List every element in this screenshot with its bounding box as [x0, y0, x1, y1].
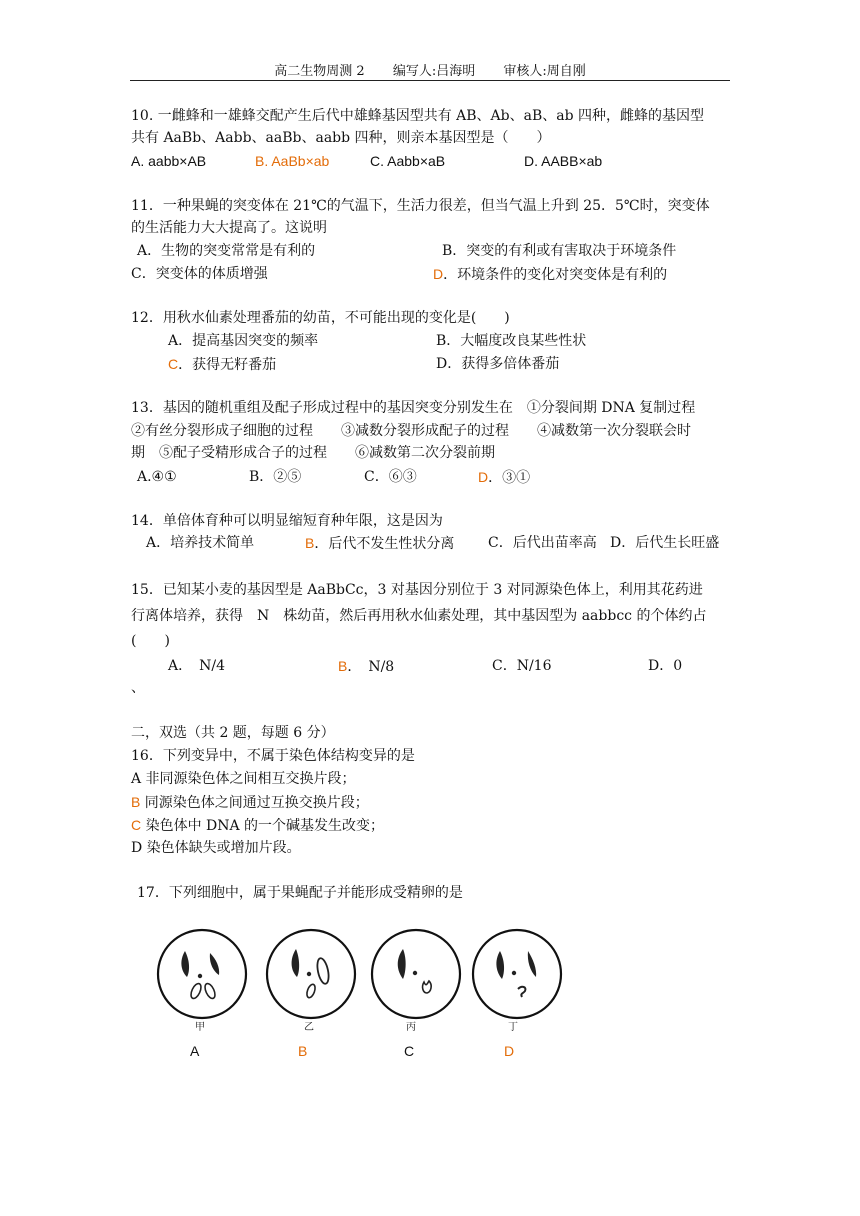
q16-option-c — [131, 815, 384, 836]
q10-option-a: A. aabb×AB — [131, 153, 207, 169]
chromosome-long-1 — [398, 949, 406, 979]
q11-option-c: C．突变体的体质增强 — [131, 266, 268, 282]
q15-line1: 15．已知某小麦的基因型是 AaBbCc，3 对基因分别位于 3 对同源染色体上，利用其花药进 — [131, 582, 703, 598]
q15-stray-mark: 、 — [131, 680, 145, 696]
q14-option-b-text: ．后代不发生性状分离 — [314, 536, 455, 552]
cell-caption-yi: 乙 — [304, 1022, 314, 1033]
q15-option-b-letter: B — [338, 658, 348, 674]
q13-option-d — [478, 467, 530, 488]
chromosome-dot — [307, 972, 311, 976]
cell-diagram-yi — [264, 927, 358, 1021]
cell-label-c: C — [404, 1043, 415, 1059]
q11-line2: 的生活能力大大提高了。这说明 — [131, 220, 327, 236]
q11-line1: 11．一种果蝇的突变体在 21℃的气温下，生活力很差，但当气温上升到 25．5℃时，突变体 — [131, 198, 710, 214]
q16-option-b-letter: B — [131, 794, 141, 810]
q12-line1: 12．用秋水仙素处理番茄的幼苗，不可能出现的变化是( ) — [131, 310, 510, 326]
q12-option-c-letter: C — [168, 356, 179, 372]
q14-option-c: C．后代出苗率高 — [488, 535, 597, 551]
q10-line1: 10. 一雌蜂和一雄蜂交配产生后代中雄蜂基因型共有 AB、Ab、aB、ab 四种，雌蜂的基因型 — [131, 108, 705, 124]
cell-diagram-jia — [155, 927, 249, 1021]
q13-line1: 13．基因的随机重组及配子形成过程中的基因突变分别发生在 ①分裂间期 DNA 复制过程 — [131, 400, 696, 416]
q11-option-d — [433, 264, 667, 285]
q10-line2: 共有 AaBb、Aabb、aaBb、aabb 四种，则亲本基因型是（ ） — [131, 130, 551, 146]
q13-option-d-letter: D — [478, 469, 489, 485]
q16-option-d: D 染色体缺失或增加片段。 — [131, 840, 301, 856]
q13-option-d-text: ．③① — [488, 470, 531, 486]
q11-option-d-letter: D — [433, 266, 444, 282]
cell-label-a: A — [190, 1043, 200, 1059]
q16-option-c-letter: C — [131, 817, 142, 833]
chromosome-dot — [512, 971, 516, 975]
q15-option-b-text: ． N/8 — [347, 659, 395, 675]
chromosome-short-2 — [203, 982, 217, 1000]
q11-option-d-text: ．环境条件的变化对突变体是有利的 — [443, 267, 668, 283]
header-title: 高二生物周测 2 — [274, 64, 365, 79]
header-author: 编写人:吕海明 — [392, 64, 476, 79]
cell-diagram-ding — [470, 927, 564, 1021]
q10-option-b: B. AaBb×ab — [255, 153, 330, 169]
chromosome-long-1 — [292, 949, 300, 977]
header-reviewer: 审核人:周自刚 — [503, 64, 586, 79]
q16-option-b — [131, 792, 369, 813]
q16-line1: 16．下列变异中，不属于染色体结构变异的是 — [131, 748, 415, 764]
q14-option-b — [305, 533, 454, 554]
q12-option-d: D．获得多倍体番茄 — [436, 356, 560, 372]
q14-option-d: D．后代生长旺盛 — [610, 535, 720, 551]
cell-caption-ding: 丁 — [508, 1022, 518, 1033]
q14-option-b-letter: B — [305, 535, 315, 551]
cell-caption-jia: 甲 — [195, 1022, 205, 1033]
cell-diagram-bing — [369, 927, 463, 1021]
q14-line1: 14．单倍体育种可以明显缩短育种年限，这是因为 — [131, 513, 443, 529]
q13-option-b: B．②⑤ — [249, 469, 302, 485]
chromosome-dot — [198, 974, 202, 978]
q15-option-a: A． N/4 — [168, 658, 225, 674]
q15-option-b — [338, 656, 394, 677]
section2-title: 二，双选（共 2 题，每题 6 分） — [131, 725, 335, 741]
chromosome-dot — [413, 971, 417, 975]
page-header — [130, 60, 730, 81]
chromosome-short-1 — [189, 982, 203, 1000]
q15-line2: 行离体培养，获得 N 株幼苗，然后再用秋水仙素处理，其中基因型为 aabbcc 的个体约占 — [131, 608, 707, 624]
chromosome-short-1 — [423, 981, 432, 993]
q11-option-b: B．突变的有利或有害取决于环境条件 — [442, 243, 677, 259]
q13-line2: ②有丝分裂形成子细胞的过程 ③减数分裂形成配子的过程 ④减数第一次分裂联会时 — [131, 423, 691, 439]
q16-option-a: A 非同源染色体之间相互交换片段； — [131, 771, 356, 787]
chromosome-short-1 — [305, 983, 316, 999]
chromosome-long-1 — [496, 951, 504, 979]
q15-line3: ( ) — [131, 633, 170, 649]
q15-option-d: D．0 — [648, 658, 683, 674]
q14-option-a: A．培养技术简单 — [146, 535, 255, 551]
chromosome-long-2 — [528, 951, 536, 977]
q12-option-c — [168, 354, 276, 375]
cell-label-b: B — [298, 1043, 308, 1059]
q13-option-c: C．⑥③ — [364, 469, 417, 485]
q11-option-a: A．生物的突变常常是有利的 — [137, 243, 316, 259]
chromosome-long-2 — [315, 957, 330, 985]
chromosome-short-1 — [518, 987, 525, 997]
q13-line3: 期 ⑤配子受精形成合子的过程 ⑥减数第二次分裂前期 — [131, 445, 495, 461]
cell-label-d: D — [504, 1043, 515, 1059]
q10-option-d: D. AABB×ab — [524, 153, 603, 169]
chromosome-long-1 — [181, 951, 189, 977]
q16-option-c-text: 染色体中 DNA 的一个碱基发生改变； — [141, 818, 385, 834]
q12-option-a: A．提高基因突变的频率 — [168, 333, 319, 349]
q13-option-a: A.④① — [137, 469, 177, 485]
chromosome-long-2 — [210, 953, 219, 975]
q17-line1: 17．下列细胞中，属于果蝇配子并能形成受精卵的是 — [137, 885, 463, 901]
q12-option-b: B．大幅度改良某些性状 — [436, 333, 587, 349]
cell-caption-bing: 丙 — [406, 1022, 416, 1033]
q10-option-c: C. Aabb×aB — [370, 153, 446, 169]
q15-option-c: C．N/16 — [492, 658, 552, 674]
q16-option-b-text: 同源染色体之间通过互换交换片段； — [140, 795, 369, 811]
q12-option-c-text: ．获得无籽番茄 — [178, 357, 277, 373]
